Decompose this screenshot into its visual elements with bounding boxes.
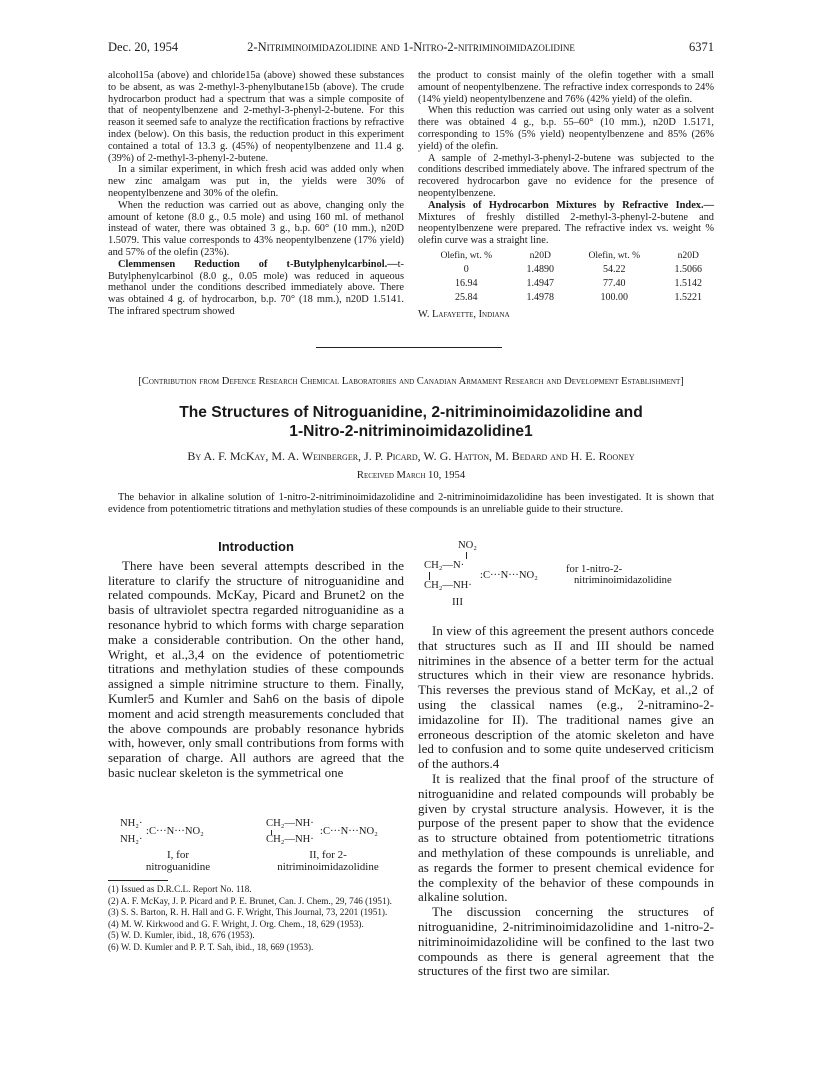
main-right-column	[418, 624, 714, 979]
footnote: (1) Issued as D.R.C.L. Report No. 118.	[108, 884, 252, 894]
author-list: By A. F. McKay, M. A. Weinberger, J. P. Picard, W. G. Hatton, M. Bedard and H. E. Rooney	[187, 449, 635, 463]
footnote: (6) W. D. Kumler and P. P. T. Sah, ibid., 18, 669 (1953).	[108, 941, 314, 952]
section-divider	[316, 347, 502, 348]
article-title	[108, 403, 714, 441]
table-header-row	[418, 249, 714, 263]
table-cell: 1.5221	[674, 291, 703, 303]
structure-label-line: I, for	[167, 849, 189, 861]
table-cell: 100.00	[600, 291, 629, 303]
structure-label-line: nitriminoimidazolidine	[574, 575, 672, 586]
structure-label-line: nitroguanidine	[145, 861, 211, 873]
top-left-column	[108, 70, 404, 318]
title-line: 1-Nitro-2-nitriminoimidazolidine1	[289, 423, 533, 440]
chem-bond-line	[429, 572, 430, 580]
section-heading: Introduction	[218, 539, 294, 554]
section-heading: Analysis of Hydrocarbon Mixtures by Refractive Index.—	[428, 199, 714, 211]
main-left-column	[108, 540, 404, 781]
table-row	[418, 277, 714, 291]
table-cell: 0	[463, 263, 469, 275]
page-number: 6371	[689, 40, 714, 54]
table-cell: 54.22	[603, 263, 626, 275]
chem-group: CH₂—NH·	[266, 818, 314, 829]
footnote: (3) S. S. Barton, R. H. Hall and G. F. Wright, This Journal, 73, 2201 (1951).	[108, 907, 388, 918]
table-cell: 1.4890	[526, 263, 555, 275]
abstract: The behavior in alkaline solution of 1-nitro-2-nitriminoimidazolidine and 2-nitriminoimidazolidine has been investigated. It is shown that evidence from potentiometric titrations and methylation studies of these compounds is an unreliable guide to their structure.	[108, 492, 714, 515]
refractive-index-table	[418, 249, 714, 305]
chem-bond: :C···N···NO₂	[480, 570, 538, 581]
footnote: (5) W. D. Kumler, ibid., 18, 676 (1953).	[108, 930, 255, 941]
chem-group: CH₂—NH·	[266, 834, 314, 845]
structure-III	[418, 540, 714, 610]
table-header: Olefin, wt. %	[440, 249, 493, 261]
running-header	[108, 40, 714, 56]
chem-group: CH₂—NH·	[424, 580, 472, 591]
author-location: W. Lafayette, Indiana	[418, 308, 510, 320]
table-header: Olefin, wt. %	[588, 249, 641, 261]
table-cell: 25.84	[455, 291, 478, 303]
paragraph: alcohol15a (above) and chloride15a (above) showed these substances to be absent, as was 2-methyl-3-phenylbutane15b (above). The crude hydrocarbon product had a spectrum that was a simple composite of that of neopentylbenzene and 2-methyl-3-phenyl-2-butene. For this reason it seemed safe to analyze the rectification fractions by refractive index (below). On this basis, the reduction product in this experiment contained a total of 13.3 g. (45%) of neopentylbenzene and 11.4 g. (39%) of 2-methyl-3-phenyl-2-butene.	[108, 70, 404, 164]
structure-label	[128, 849, 228, 873]
table-cell: 1.5066	[674, 263, 703, 275]
section-heading: Clemmensen Reduction of t-Butylphenylcarbinol.—	[118, 258, 398, 270]
top-right-column	[418, 70, 714, 321]
footnotes	[108, 880, 404, 954]
footnote: (4) M. W. Kirkwood and G. F. Wright, J. Org. Chem., 18, 629 (1953).	[108, 918, 364, 929]
table-cell: 16.94	[455, 277, 478, 289]
paragraph-text: t-Butylphenylcarbinol (8.0 g., 0.05 mole) was reduced in aqueous methanol under the conditions described immediately above. There was obtained 4 g. of hydrocarbon, b.p. 70° (18 mm.), n20D 1.5141. The infrared spectrum showed	[108, 258, 404, 317]
structure-label	[258, 849, 398, 873]
table-row	[418, 291, 714, 305]
table-header: n20D	[677, 249, 699, 261]
paragraph: the product to consist mainly of the olefin together with a small amount of neopentylbenzene. The refractive index corresponds to 24% (14% yield) neopentylbenzene and 76% (42% yield) of the olefin.	[418, 70, 714, 105]
chem-bond: :C···N···NO₂	[320, 826, 378, 837]
chem-bond: :C···N···NO₂	[146, 826, 204, 837]
header-title: 2-Nitriminoimidazolidine and 1-Nitro-2-nitriminoimidazolidine	[247, 40, 575, 54]
paragraph	[108, 259, 404, 318]
structure-label-line: nitriminoimidazolidine	[277, 861, 379, 873]
header-date: Dec. 20, 1954	[108, 40, 179, 54]
paragraph	[418, 200, 714, 247]
paragraph: When the reduction was carried out as above, changing only the amount of ketone (8.0 g., 0.5 mole) and using 160 ml. of methanol instead of water, there was obtained 3 g., b.p. 60° (10 mm.), n20D 1.5079. This value corresponds to 43% neopentylbenzene (17% yield) and 57% of the olefin (23%).	[108, 199, 404, 258]
paragraph: In view of this agreement the present authors concede that structures such as II and III should be named nitrimines in the absence of a better term for the actual structures which in their view are resonance hybrids. This reverses the previous stand of McKay, et al.,2 of using the classical names (e.g., 2-nitramino-2-imidazoline for II). The traditional names give an erroneous description of the atomic skeleton and have led to confusion and to some quite undeserved criticism of the authors.4	[418, 623, 714, 772]
paragraph: When this reduction was carried out using only water as a solvent there was obtained 4 g., b.p. 55–60° (10 mm.), n20D 1.5171, corresponding to 15% (5% yield) neopentylbenzene and 85% (26% yield) of the olefin.	[418, 105, 714, 152]
paragraph-text: Mixtures of freshly distilled 2-methyl-3-phenyl-2-butene and neopentylbenzene were prepared. The refractive index vs. weight % olefin curve was a straight line.	[418, 211, 714, 247]
table-cell: 1.4947	[526, 277, 555, 289]
chem-group: NO₂	[458, 540, 477, 551]
chem-group: NH₂·	[120, 834, 143, 845]
chem-bond-line	[466, 552, 467, 559]
chem-group: NH₂·	[120, 818, 143, 829]
table-row	[418, 263, 714, 277]
table-header: n20D	[529, 249, 551, 261]
table-cell: 77.40	[603, 277, 626, 289]
structures-I-II	[108, 818, 404, 878]
paragraph: In a similar experiment, in which fresh acid was added only when new zinc amalgam was put in, the yields were 30% of neopentylbenzene and 30% of the olefin.	[108, 164, 404, 199]
title-line: The Structures of Nitroguanidine, 2-nitriminoimidazolidine and	[179, 404, 643, 421]
footnote-rule	[108, 880, 168, 881]
structure-label: III	[452, 596, 463, 608]
paragraph: It is realized that the final proof of the structure of nitroguanidine and related compounds will probably be given by crystal structure analysis. However, it is the purpose of the present paper to show that the evidence as to structure obtained from potentiometric titrations and methylation of these compounds is unreliable, and as regards the former to present chemical evidence for the complexity of the behavior of these compounds in alkaline solution.	[418, 770, 714, 905]
paragraph: There have been several attempts described in the literature to clarify the structure of nitroguanidine and related compounds. McKay, Picard and Brunet2 on the basis of ultraviolet spectra regarded nitroguanidine as a resonance hybrid to which forms with charge separation make a considerable contribution. On the other hand, Wright, et al.,3,4 on the evidence of potentiometric titrations and methylation studies of these compounds assigned a simple nitrimine structure to them. Finally, Kumler5 and Kumler and Sah6 on the basis of dipole moment and acid strength measurements concluded that the above compounds are probably resonance hybrids with, however, only small contributions from forms with separation of charge. All authors are agreed that the basic nuclear skeleton is the symmetrical one	[108, 557, 404, 780]
contribution-note: [Contribution from Defence Research Chemical Laboratories and Canadian Armament Research and Development Establishment]	[138, 376, 684, 387]
table-cell: 1.4978	[526, 291, 555, 303]
structure-label-line: II, for 2-	[309, 849, 347, 861]
paragraph: A sample of 2-methyl-3-phenyl-2-butene was subjected to the conditions described immediately above. The infrared spectrum of the recovered hydrocarbon gave no evidence for the presence of neopentylbenzene.	[418, 152, 714, 199]
paragraph: The discussion concerning the structures of nitroguanidine, 2-nitriminoimidazolidine and 1-nitro-2-nitriminoimidazolidine will be confined to the last two compounds as there is general agreement that the structures of the first two are similar.	[418, 904, 714, 979]
received-date: Received March 10, 1954	[356, 470, 466, 481]
footnote: (2) A. F. McKay, J. P. Picard and P. E. Brunet, Can. J. Chem., 29, 746 (1951).	[108, 895, 392, 906]
chem-group: CH₂—N·	[424, 560, 465, 571]
table-cell: 1.5142	[674, 277, 703, 289]
chem-bond-line	[271, 830, 272, 835]
structure-label-line: for 1-nitro-2-	[566, 564, 623, 575]
